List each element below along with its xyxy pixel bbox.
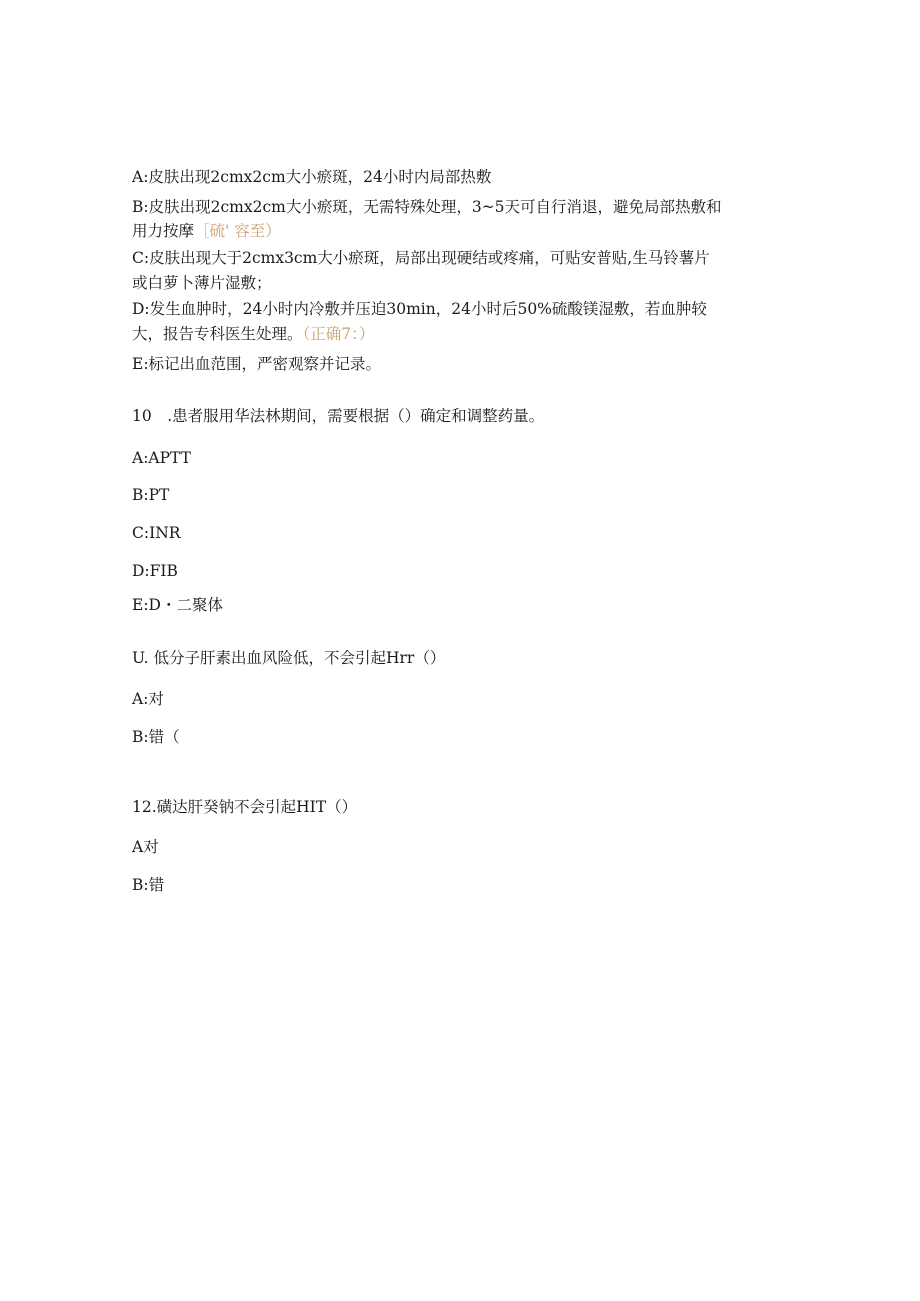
q9-option-c-line2: 或白萝卜薄片湿敷； — [132, 274, 272, 292]
q12-option-a: A对 — [132, 838, 159, 856]
q10-option-d: D:FIB — [132, 562, 178, 580]
q9-option-e: E:标记出血范围，严密观察并记录。 — [132, 355, 382, 373]
q9-option-a: A:皮肤出现2cmx2cm大小瘀斑，24小时内局部热敷 — [132, 168, 492, 186]
q10-stem: 10 .患者服用华法林期间，需要根据（）确定和调整药量。 — [132, 407, 545, 425]
q12-stem: 12.磺达肝癸钠不会引起HIT（） — [132, 798, 358, 816]
q11-option-a: A:对 — [132, 690, 164, 708]
q10-option-b: B:PT — [132, 486, 170, 504]
q9-option-c-line1: C:皮肤出现大于2cmx3cm大小瘀斑，局部出现硬结或疼痛，可贴安普贴,生马铃薯片 — [132, 249, 710, 267]
q9-option-d-line2 — [132, 323, 374, 345]
q9-option-b-line2 — [132, 220, 281, 242]
q9-option-d-line1: D:发生血肿时，24小时内冷敷并压迫30min，24小时后50%硫酸镁湿敷，若血肿较 — [132, 300, 707, 318]
q11-stem: U. 低分子肝素出血风险低，不会引起Hrr（） — [132, 649, 446, 667]
q9-option-d-text: 大，报告专科医生处理。 — [132, 325, 303, 343]
q9-option-b-note: ［硫' 容至） — [194, 222, 281, 240]
q10-option-a: A:APTT — [132, 449, 192, 467]
q9-option-b-line1: B:皮肤出现2cmx2cm大小瘀斑，无需特殊处理，3~5天可自行消退，避免局部热敷和 — [132, 198, 722, 216]
q9-option-b-text: 用力按摩 — [132, 222, 195, 240]
q10-option-e: E:D・二聚体 — [132, 596, 223, 614]
q12-option-b: B:错 — [132, 876, 165, 894]
q9-option-d-note: （正确7：） — [302, 325, 375, 343]
q10-option-c: C:INR — [132, 524, 181, 542]
q11-option-b: B:错（ — [132, 728, 180, 746]
